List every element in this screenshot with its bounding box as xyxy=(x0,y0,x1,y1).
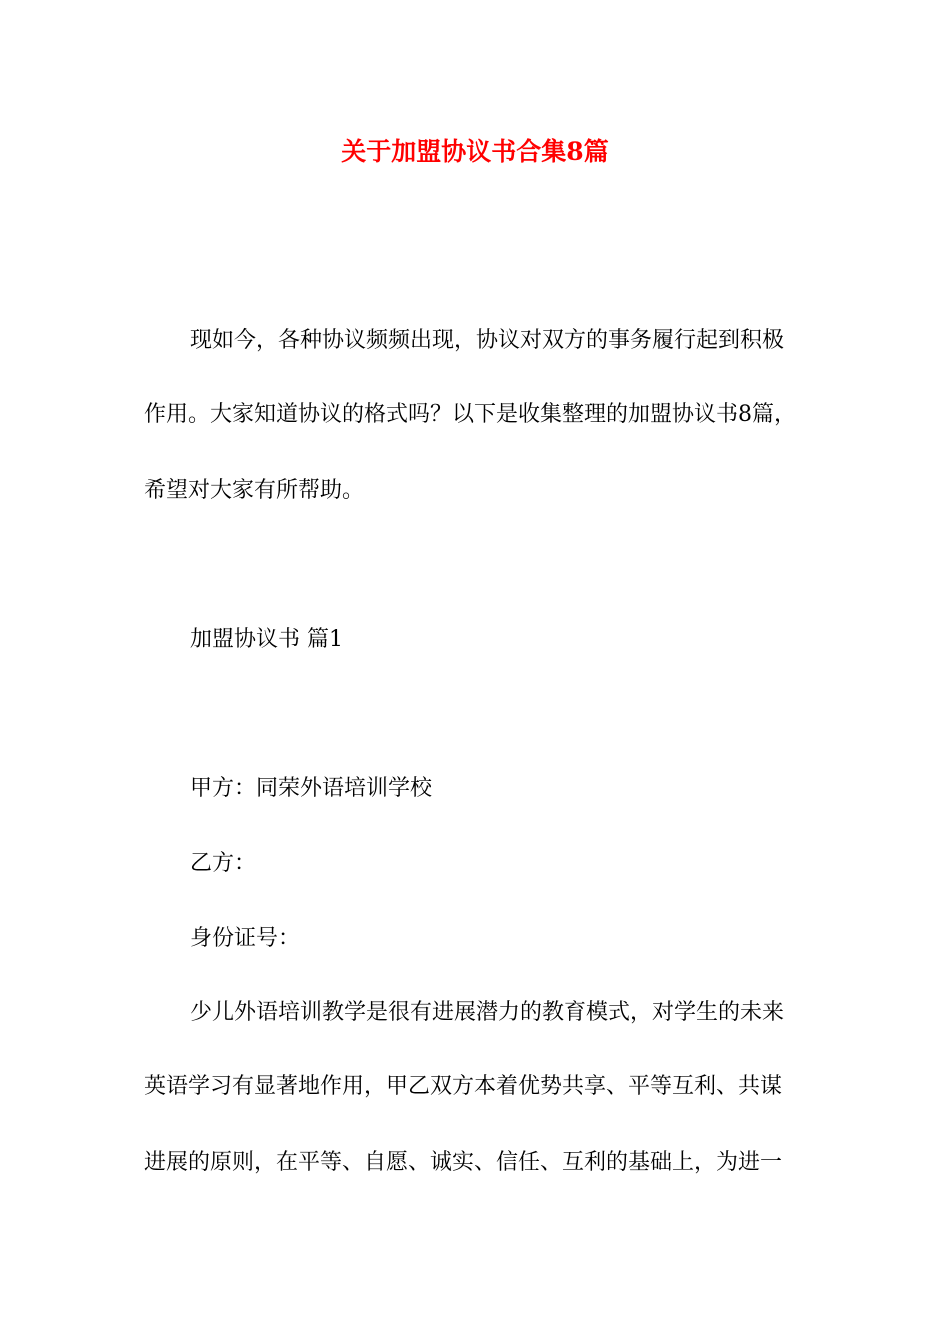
body-line-1: 少儿外语培训教学是很有进展潜力的教育模式，对学生的未来 xyxy=(190,1000,785,1025)
party-a-line: 甲方：同荣外语培训学校 xyxy=(190,776,433,801)
party-b-line: 乙方： xyxy=(190,851,257,876)
body-line-3: 进展的原则，在平等、自愿、诚实、信任、互利的基础上，为进一 xyxy=(144,1150,783,1175)
intro-line-1: 现如今，各种协议频频出现，协议对双方的事务履行起到积极 xyxy=(190,328,785,353)
body-line-2: 英语学习有显著地作用，甲乙双方本着优势共享、平等互利、共谋 xyxy=(144,1074,783,1099)
section-heading: 加盟协议书 篇1 xyxy=(190,627,343,652)
document-title: 关于加盟协议书合集8篇 xyxy=(341,137,609,166)
intro-line-2: 作用。大家知道协议的格式吗？以下是收集整理的加盟协议书8篇， xyxy=(144,402,796,427)
intro-line-3: 希望对大家有所帮助。 xyxy=(144,478,365,503)
id-number-line: 身份证号： xyxy=(190,926,301,951)
